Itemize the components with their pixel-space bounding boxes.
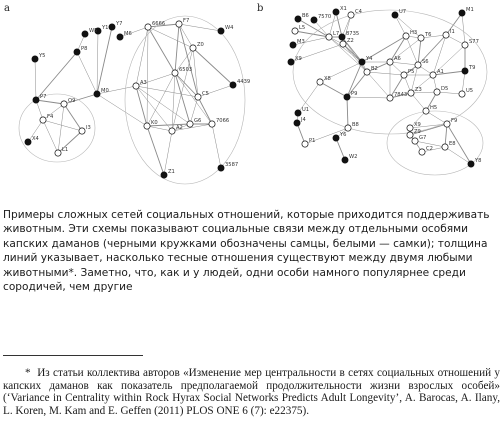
node-label: H3 [410, 30, 418, 36]
male-node [344, 94, 350, 100]
node-label: 6666 [152, 21, 166, 27]
node-label: G7 [419, 135, 427, 141]
node-label: G6 [194, 118, 202, 124]
network-edge [437, 92, 462, 94]
node-label: U1 [302, 107, 310, 113]
female-node [462, 42, 468, 48]
node-label: F9 [451, 118, 458, 124]
node-label: Z2 [347, 38, 354, 44]
network-edge [179, 24, 193, 48]
node-label: T6 [425, 32, 432, 38]
female-node [133, 83, 139, 89]
network-panel-b [257, 3, 487, 175]
node-label: I3 [86, 125, 91, 131]
male-node [218, 165, 224, 171]
network-edge [367, 72, 404, 75]
network-panel-a [4, 3, 250, 184]
node-label: Z1 [168, 169, 175, 175]
network-edge [347, 97, 348, 128]
female-node [430, 72, 436, 78]
network-edge [343, 44, 367, 72]
node-label: Z3 [415, 87, 422, 93]
panel-label-a: a [4, 3, 10, 14]
node-label: W2 [349, 154, 358, 160]
node-label: 8735 [346, 31, 360, 37]
female-node [444, 121, 450, 127]
network-edge [43, 120, 58, 153]
female-node [412, 138, 418, 144]
female-node [387, 95, 393, 101]
node-label: Y8 [475, 158, 482, 164]
network-edge [36, 52, 77, 100]
male-node [32, 56, 38, 62]
female-node [442, 144, 448, 150]
network-edge [395, 15, 406, 36]
node-label: P8 [81, 46, 88, 52]
network-edge [406, 36, 418, 65]
female-node [443, 32, 449, 38]
node-label: E8 [449, 141, 456, 147]
male-node [290, 42, 296, 48]
female-node [317, 79, 323, 85]
female-node [172, 70, 178, 76]
node-label: S6 [422, 59, 429, 65]
node-label: P1 [309, 138, 316, 144]
network-edge [35, 59, 36, 100]
node-label: 3587 [225, 162, 239, 168]
figure-caption: Примеры сложных сетей социальных отношений, которые приходится поддерживать животным. Эти схемы показывают социальные связи между отдельными особями капских даманов (черными кружками обозначены самцы, белыми — самки); толщина линий указывает, насколько тесные отношения существуют между двумя любыми животными*. Заметно, что, как и у людей, одни особи намного популярнее среди сородичей, чем другие [3, 209, 490, 294]
female-node [340, 41, 346, 47]
network-edge [97, 31, 98, 94]
female-node [144, 123, 150, 129]
female-node [176, 21, 182, 27]
node-label: B8 [352, 122, 359, 128]
node-label: B2 [371, 66, 378, 72]
network-edge [418, 38, 421, 65]
node-label: S77 [469, 39, 479, 45]
female-node [418, 35, 424, 41]
node-label: Y7 [116, 21, 123, 27]
node-label: 7843 [394, 92, 408, 98]
node-label: Q9 [68, 98, 76, 104]
female-node [302, 141, 308, 147]
node-label: M3 [297, 39, 305, 45]
network-edge [445, 124, 447, 147]
female-node [79, 128, 85, 134]
network-edge [64, 104, 82, 131]
node-label: Z0 [197, 42, 204, 48]
node-label: W5 [89, 28, 98, 34]
network-edge [172, 73, 175, 131]
cluster-outline [125, 16, 245, 184]
male-node [230, 82, 236, 88]
male-node [25, 139, 31, 145]
panel-label-b: b [257, 3, 264, 14]
female-node [403, 33, 409, 39]
male-node [161, 172, 167, 178]
node-label: J4 [301, 117, 306, 123]
network-edge [343, 44, 362, 62]
network-edge [179, 24, 198, 97]
male-node [333, 135, 339, 141]
male-node [342, 157, 348, 163]
male-node [33, 97, 39, 103]
female-node [348, 12, 354, 18]
node-label: C4 [355, 9, 362, 15]
network-edge [77, 52, 97, 94]
node-label: Y6 [340, 132, 347, 138]
node-label: A1 [437, 69, 444, 75]
node-label: B6 [302, 13, 309, 19]
network-edge [193, 48, 198, 97]
network-edge [58, 104, 64, 153]
male-node [218, 28, 224, 34]
node-label: C2 [426, 146, 433, 152]
node-label: K0 [151, 120, 158, 126]
node-label: 7570 [318, 14, 332, 20]
male-node [295, 16, 301, 22]
male-node [94, 91, 100, 97]
node-label: A2 [176, 125, 183, 131]
female-node [407, 125, 413, 131]
male-node [359, 59, 365, 65]
footnote [3, 367, 500, 417]
network-edge [175, 24, 179, 73]
network-edge [179, 24, 221, 31]
network-edge [193, 48, 233, 85]
male-node [339, 34, 345, 40]
network-edge [347, 97, 390, 98]
node-label: X1 [340, 6, 347, 12]
network-edge [148, 27, 193, 48]
female-node [40, 117, 46, 123]
network-edge [148, 27, 175, 73]
node-label: L1 [62, 147, 69, 153]
node-label: Y5 [39, 53, 46, 59]
male-node [459, 10, 465, 16]
male-node [392, 12, 398, 18]
footnote-text: Из статьи коллектива авторов «Изменение мер центральности в сетях социальных отношений у капских даманов как показатель предполагаемой продолжительности жизни взрослых особей» (‘Variance in Centrality within Rock Hyrax Social Networks Predicts Adult Longevity’, A. Barocas, A. Ilany, L. Koren, M. Kam and E. Geffen (2011) PLOS ONE 6 (7): e22375). [3, 367, 500, 417]
node-label: Y1 [102, 25, 109, 31]
node-label: C5 [202, 91, 209, 97]
network-edge [462, 13, 465, 45]
node-label: H5 [430, 105, 438, 111]
female-node [415, 62, 421, 68]
node-label: P9 [351, 91, 358, 97]
node-label: L5 [299, 25, 306, 31]
female-node [292, 28, 298, 34]
node-label: P5 [408, 69, 415, 75]
network-edge [390, 62, 418, 65]
node-label: 6503 [179, 67, 193, 73]
social-network-figure [0, 0, 504, 205]
node-label: U7 [399, 9, 407, 15]
node-label: Z9 [414, 129, 421, 135]
network-edge [147, 27, 148, 126]
network-edge [462, 71, 465, 94]
node-label: M1 [466, 7, 474, 13]
node-label: X9 [295, 56, 302, 62]
female-node [401, 72, 407, 78]
network-edge [147, 126, 172, 131]
network-edge [97, 27, 112, 94]
footnote-separator [3, 355, 143, 356]
male-node [462, 68, 468, 74]
male-node [109, 24, 115, 30]
female-node [364, 69, 370, 75]
male-node [311, 17, 317, 23]
network-edge [336, 138, 345, 160]
footnote-marker: * [25, 367, 31, 379]
network-edge [212, 124, 221, 168]
network-edge [426, 111, 447, 124]
female-node [345, 125, 351, 131]
male-node [333, 9, 339, 15]
male-node [82, 31, 88, 37]
node-label: F7 [183, 18, 190, 24]
node-label: M6 [124, 31, 132, 37]
node-label: 4439 [237, 79, 251, 85]
female-node [195, 94, 201, 100]
network-edge [367, 72, 390, 98]
female-node [434, 89, 440, 95]
node-label: X4 [32, 136, 39, 142]
male-node [294, 120, 300, 126]
female-node [209, 121, 215, 127]
network-edge [411, 93, 426, 111]
network-edge [445, 147, 471, 164]
node-label: U5 [466, 88, 474, 94]
node-label: A3 [140, 80, 147, 86]
node-label: I1 [450, 29, 455, 35]
male-node [74, 49, 80, 55]
female-node [459, 91, 465, 97]
node-label: F4 [47, 114, 54, 120]
node-label: L7 [333, 31, 340, 37]
node-label: T9 [469, 65, 476, 71]
female-node [169, 128, 175, 134]
female-node [55, 150, 61, 156]
female-node [326, 34, 332, 40]
node-label: X8 [324, 76, 331, 82]
female-node [387, 59, 393, 65]
node-label: Y4 [366, 56, 373, 62]
node-label: A6 [394, 56, 401, 62]
female-node [408, 90, 414, 96]
node-label: M0 [101, 88, 109, 94]
female-node [187, 121, 193, 127]
network-edge [36, 100, 64, 104]
node-label: W4 [225, 25, 234, 31]
male-node [117, 34, 123, 40]
female-node [190, 45, 196, 51]
node-label: D5 [441, 86, 449, 92]
female-node [423, 108, 429, 114]
female-node [407, 132, 413, 138]
node-label: P7 [40, 94, 47, 100]
female-node [145, 24, 151, 30]
male-node [295, 110, 301, 116]
male-node [288, 59, 294, 65]
network-edge [320, 82, 347, 97]
male-node [468, 161, 474, 167]
female-node [61, 101, 67, 107]
node-label: 7066 [216, 118, 230, 124]
female-node [419, 149, 425, 155]
node-label: X9 [414, 122, 421, 128]
